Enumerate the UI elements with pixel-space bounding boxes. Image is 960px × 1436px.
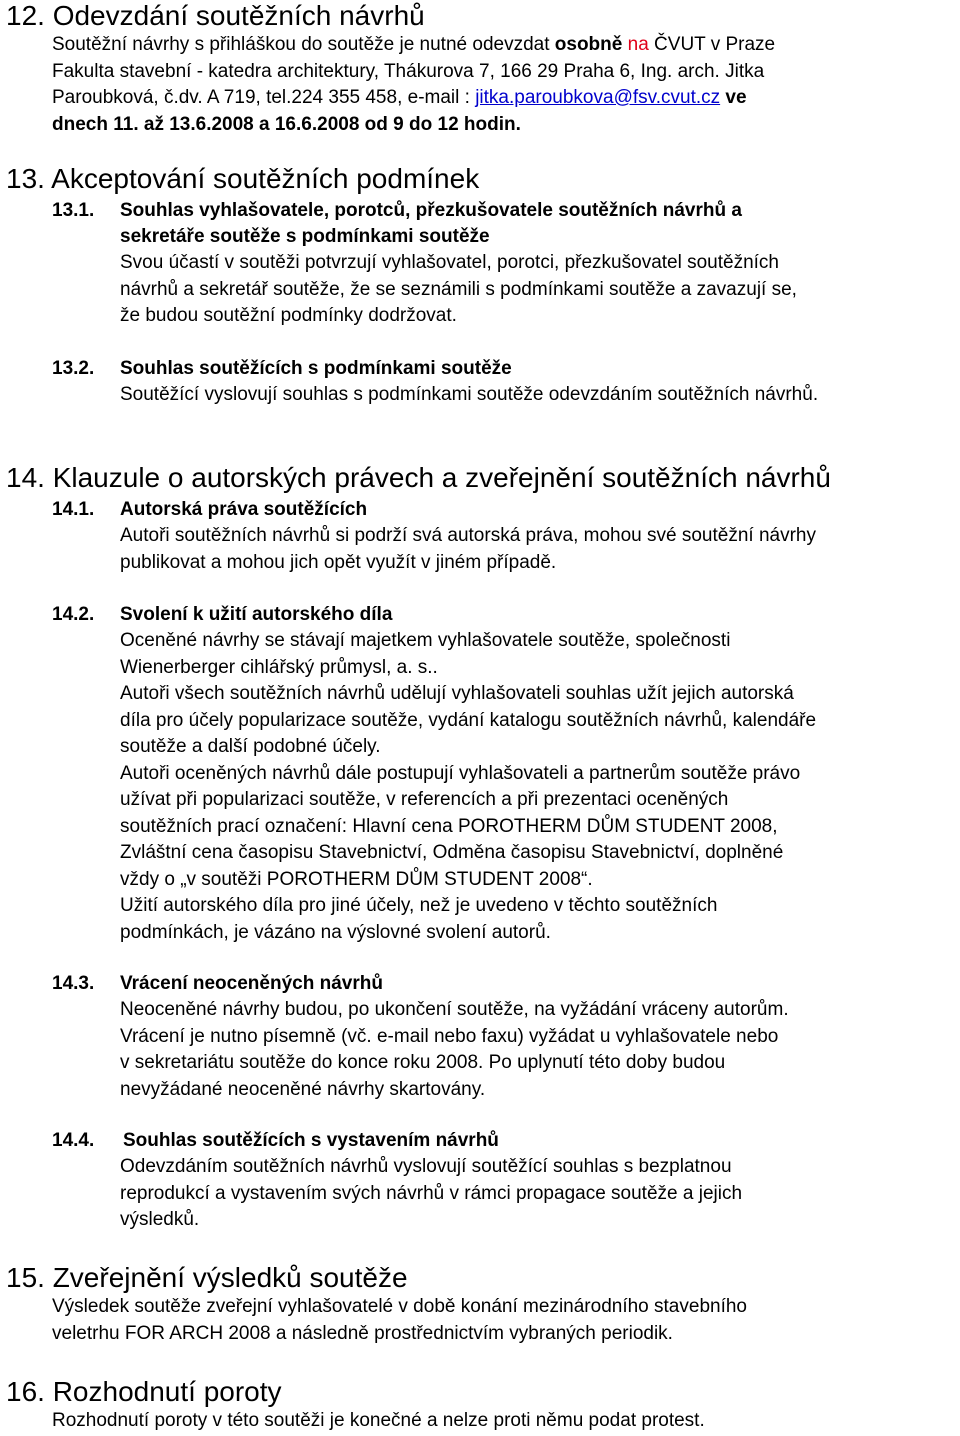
body-line: vždy o „v soutěži POROTHERM DŮM STUDENT 2008“. — [120, 868, 593, 890]
body-line: výsledků. — [120, 1209, 200, 1230]
body-line: Soutěžící vyslovují souhlas s podmínkami soutěže odevzdáním soutěžních návrhů. — [120, 384, 819, 405]
subsection-14-4-body — [120, 1154, 958, 1234]
emphasis-osobne: osobně — [554, 34, 623, 55]
subsection-13-2-number: 13.2. — [52, 358, 95, 379]
subsection-13-2-body — [120, 382, 958, 409]
subsection-13-1-body — [120, 250, 958, 330]
subsection-14-3-number: 14.3. — [52, 973, 95, 994]
body-line: Neoceněné návrhy budou, po ukončení soutěže, na vyžádání vráceny autorům. — [120, 999, 789, 1020]
section-13-heading: 13. Akceptování soutěžních podmínek — [6, 163, 480, 194]
subsection-13-1-number: 13.1. — [52, 200, 95, 221]
body-line: Výsledek soutěže zveřejní vyhlašovatelé v době konání mezinárodního stavebního — [52, 1296, 747, 1317]
body-line: veletrhu FOR ARCH 2008 a následně prostřednictvím vybraných periodik. — [52, 1322, 673, 1344]
subsection-14-2-body — [120, 628, 958, 946]
text-run-red: na — [622, 34, 649, 55]
email-link[interactable]: jitka.paroubkova@fsv.cvut.cz — [475, 87, 721, 108]
section-12-line-2: Fakulta stavební - katedra architektury, Thákurova 7, 166 29 Praha 6, Ing. arch. Jitka — [52, 60, 765, 82]
text-run-bold: ve — [720, 87, 747, 108]
section-15-body — [52, 1294, 952, 1347]
body-line: Vrácení je nutno písemně (vč. e-mail nebo faxu) vyžádat u vyhlašovatele nebo — [120, 1025, 779, 1047]
body-line: reprodukcí a vystavením svých návrhů v rámci propagace soutěže a jejich — [120, 1182, 743, 1204]
subsection-13-1-title-line-2: sekretáře soutěže s podmínkami soutěže — [120, 226, 490, 247]
text-run: Paroubková, č.dv. A 719, tel.224 355 458, e-mail : — [52, 87, 476, 108]
subsection-14-3-title: Vrácení neoceněných návrhů — [120, 973, 383, 994]
body-line: soutěžních prací označení: Hlavní cena POROTHERM DŮM STUDENT 2008, — [120, 815, 778, 837]
section-12-heading: 12. Odevzdání soutěžních návrhů — [6, 0, 425, 31]
body-line: Oceněné návrhy se stávají majetkem vyhlašovatele soutěže, společnosti — [120, 630, 731, 651]
section-16-body — [52, 1408, 952, 1435]
subsection-14-2-title: Svolení k užití autorského díla — [120, 604, 393, 625]
body-line: Autoři oceněných návrhů dále postupují vyhlašovateli a partnerům soutěže právo — [120, 762, 801, 784]
body-line: Svou účastí v soutěži potvrzují vyhlašovatel, porotci, přezkušovatel soutěžních — [120, 252, 779, 273]
subsection-14-1-body — [120, 523, 958, 576]
section-12-line-3 — [52, 85, 952, 112]
body-line: publikovat a mohou jich opět využít v jiném případě. — [120, 551, 557, 573]
body-line: díla pro účely popularizace soutěže, vydání katalogu soutěžních návrhů, kalendáře — [120, 709, 817, 731]
subsection-13-1-title-line-1: Souhlas vyhlašovatele, porotců, přezkušovatele soutěžních návrhů a — [120, 200, 742, 221]
subsection-14-1-title: Autorská práva soutěžících — [120, 499, 368, 520]
body-line: návrhů a sekretář soutěže, že se seznámili s podmínkami soutěže a zavazují se, — [120, 278, 797, 300]
section-12-line-1 — [52, 32, 952, 59]
section-12-body — [52, 32, 952, 138]
section-12-line-4: dnech 11. až 13.6.2008 a 16.6.2008 od 9 do 12 hodin. — [52, 113, 521, 135]
body-line: nevyžádané neoceněné návrhy skartovány. — [120, 1078, 486, 1100]
text-run: Soutěžní návrhy s přihláškou do soutěže je nutné odevzdat — [52, 34, 555, 55]
subsection-14-4-title: Souhlas soutěžících s vystavením návrhů — [123, 1130, 499, 1151]
body-line: Wienerberger cihlářský průmysl, a. s.. — [120, 656, 438, 678]
body-line: Rozhodnutí poroty v této soutěži je konečné a nelze proti němu podat protest. — [52, 1410, 705, 1431]
body-line: užívat při popularizaci soutěže, v referencích a při prezentaci oceněných — [120, 789, 729, 810]
body-line: Autoři soutěžních návrhů si podrží svá autorská práva, mohou své soutěžní návrhy — [120, 525, 816, 546]
subsection-14-4-number: 14.4. — [52, 1130, 95, 1151]
body-line: Odevzdáním soutěžních návrhů vyslovují soutěžící souhlas s bezplatnou — [120, 1156, 732, 1177]
body-line: že budou soutěžní podmínky dodržovat. — [120, 305, 457, 326]
body-line: v sekretariátu soutěže do konce roku 2008. Po uplynutí této doby budou — [120, 1052, 726, 1073]
subsection-14-2-number: 14.2. — [52, 604, 95, 625]
body-line: Autoři všech soutěžních návrhů udělují vyhlašovateli souhlas užít jejich autorská — [120, 683, 794, 704]
body-line: soutěže a další podobné účely. — [120, 736, 381, 757]
subsection-14-1-number: 14.1. — [52, 499, 95, 520]
body-line: Zvláštní cena časopisu Stavebnictví, Odměna časopisu Stavebnictví, doplněné — [120, 842, 784, 863]
section-14-heading: 14. Klauzule o autorských právech a zveřejnění soutěžních návrhů — [6, 462, 831, 493]
subsection-13-2-title: Souhlas soutěžících s podmínkami soutěže — [120, 358, 512, 379]
body-line: Užití autorského díla pro jiné účely, než je uvedeno v těchto soutěžních — [120, 895, 718, 916]
subsection-14-3-body — [120, 997, 958, 1103]
section-16-heading: 16. Rozhodnutí poroty — [6, 1376, 282, 1407]
body-line: podmínkách, je vázáno na výslovné svolení autorů. — [120, 921, 551, 943]
text-run: ČVUT v Praze — [648, 34, 776, 55]
section-15-heading: 15. Zveřejnění výsledků soutěže — [6, 1262, 408, 1293]
